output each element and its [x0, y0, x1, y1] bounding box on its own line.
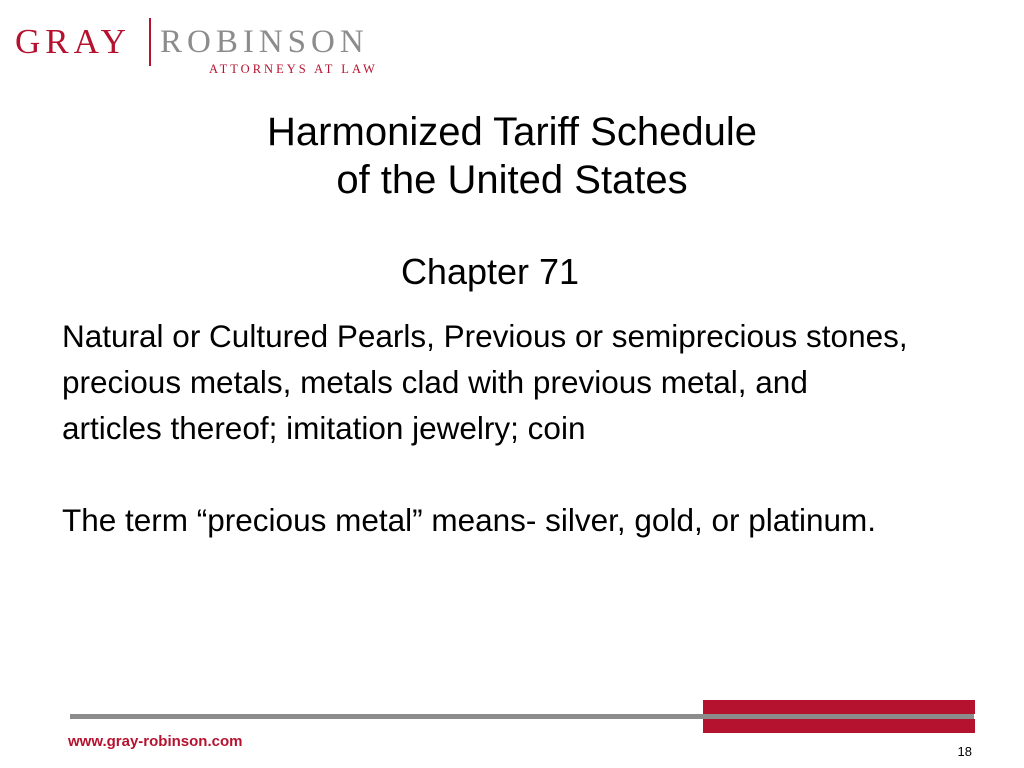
footer-accent-bar-top	[703, 700, 975, 714]
chapter-heading: Chapter 71	[400, 251, 580, 292]
paragraph-chapter-description: Natural or Cultured Pearls, Previous or semiprecious stones, precious metals, metals clad with previous metal, and articles thereof; imitation jewelry; coin	[62, 318, 908, 446]
firm-logo	[15, 16, 415, 78]
logo-name-right: ROBINSON	[160, 24, 369, 60]
footer-accent-bar-bottom	[703, 719, 975, 733]
logo-tagline: ATTORNEYS AT LAW	[209, 62, 378, 76]
logo-divider	[149, 18, 151, 66]
paragraph-precious-metal-definition: The term “precious metal” means- silver, gold, or platinum.	[62, 502, 877, 538]
page-number: 18	[957, 744, 972, 759]
slide-body	[62, 313, 912, 543]
slide-title-line2: of the United States	[336, 158, 688, 202]
footer-website-link[interactable]: www.gray-robinson.com	[68, 733, 243, 750]
logo-name-left: GRAY	[15, 22, 131, 61]
slide-title	[100, 108, 924, 204]
slide-title-line1: Harmonized Tariff Schedule	[267, 110, 757, 154]
